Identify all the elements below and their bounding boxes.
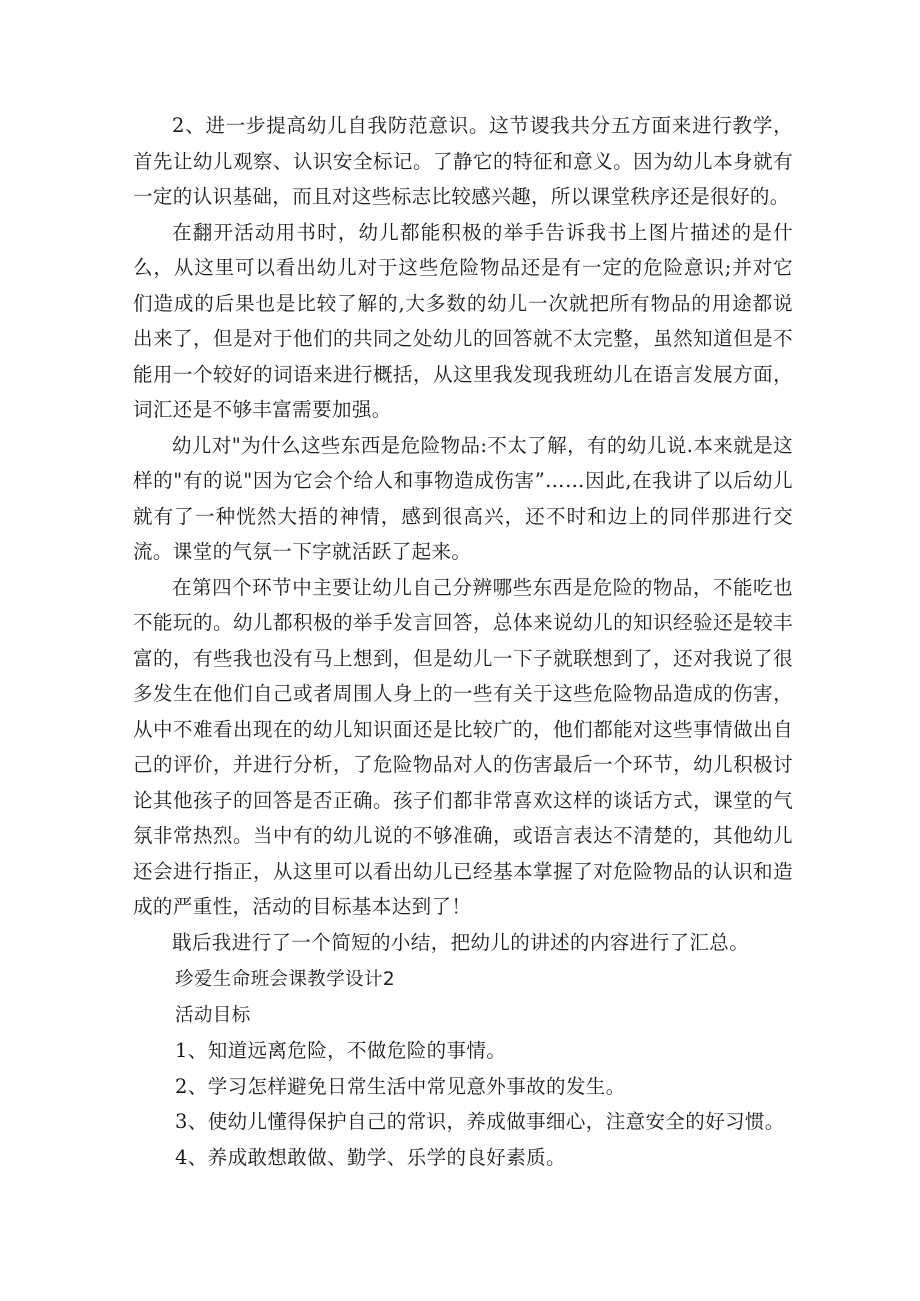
goal-item: 1、知道远离危险，不做危险的事情。	[175, 1039, 507, 1063]
goal-item: 2、学习怎样避免日常生活中常见意外事故的发生。	[175, 1074, 626, 1098]
paragraph-activity-book: 在翻开活动用书时，幼儿都能积极的举手告诉我书上图片描述的是什么，从这里可以看出幼儿对于这些危险物品还是有一定的危险意识;并对它们造成的后果也是比较了解的,大多数的幼儿一次就把所有物品的用途都说出来了，但是对于他们的共同之处幼儿的回答就不太完整，虽然知道但是不能用一个较好的词语来进行概括，从这里我发现我班幼儿在语言发展方面，词汇还是不够丰富需要加强。	[133, 220, 793, 421]
lesson-design-section	[175, 962, 795, 1176]
paragraph-children-response: 幼儿对"为什么这些东西是危险物品:不太了解，有的幼儿说.本来就是这样的"有的说"因为它会个给人和事物造成伤害”……因此,在我讲了以后幼儿就有了一种恍然大捂的神情，感到很高兴，还不时和边上的同伴那进行交流。课堂的气氛一下字就活跃了起来。	[133, 433, 793, 563]
section-title: 珍爱生命班会课教学设计2	[175, 969, 396, 990]
body-text	[133, 108, 793, 960]
paragraph-goal-2: 2、进一步提高幼儿自我防范意识。这节谡我共分五方面来进行教学，首先让幼儿观察、认识安全标记。了静它的特征和意义。因为幼儿本身就有一定的认识基础，而且对这些标志比较感兴趣，所以课堂秩序还是很好的。	[133, 114, 793, 208]
goal-item: 3、使幼儿懂得保护自己的常识，养成做事细心，注意安全的好习惯。	[175, 1110, 785, 1134]
paragraph-summary: 戢后我进行了一个简短的小结，把幼儿的讲述的内容进行了汇总。	[172, 930, 750, 954]
activity-goals-heading: 活动目标	[175, 1004, 251, 1026]
goal-item: 4、养成敢想敢做、勤学、乐学的良好素质。	[175, 1145, 566, 1169]
paragraph-fourth-stage: 在第四个环节中主要让幼儿自己分辨哪些东西是危险的物品，不能吃也不能玩的。幼儿都积极的举手发言回答，总体来说幼儿的知识经验还是较丰富的，有些我也没有马上想到，但是幼儿一下子就联想到了，还对我说了很多发生在他们自己或者周围人身上的一些有关于这些危险物品造成的伤害，从中不难看出现在的幼儿知识面还是比较广的，他们都能对这些事情做出自己的评价，并进行分析，了危险物品对人的伤害最后一个环节，幼儿积极讨论其他孩子的回答是否正确。孩子们都非常喜欢这样的谈话方式，课堂的气氛非常热烈。当中有的幼儿说的不够准确，或语言表达不清楚的，其他幼儿还会进行指正，从这里可以看出幼儿已经基本掌握了对危险物品的认识和造成的严重性，活动的目标基本达到了！	[133, 575, 793, 918]
